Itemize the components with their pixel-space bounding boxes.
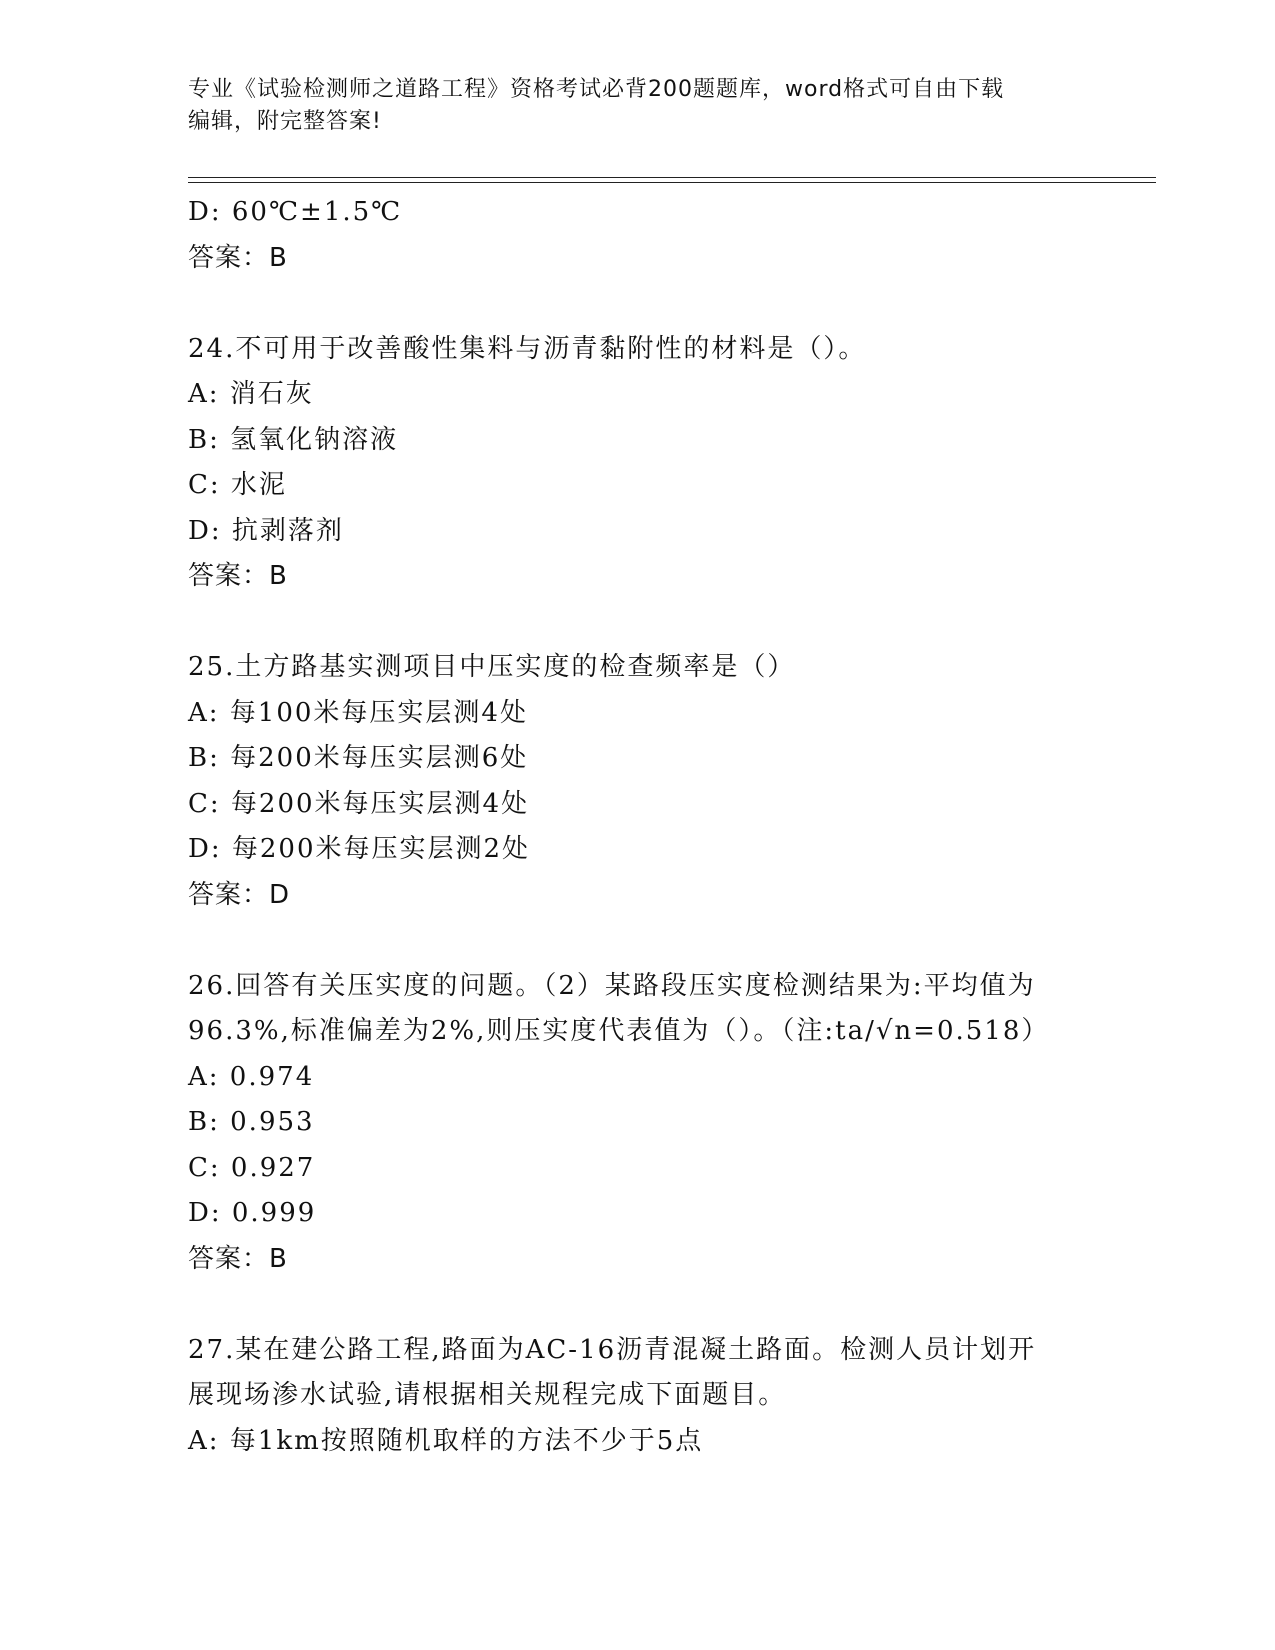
option-a: A: 每100米每压实层测4处 (188, 697, 528, 728)
question-26 (188, 964, 1088, 1283)
document-body (188, 190, 1088, 1464)
question-stem: 24.不可用于改善酸性集料与沥青黏附性的材料是（）。 (188, 333, 867, 364)
question-stem-line-2: 96.3%,标准偏差为2%,则压实度代表值为（）。（注:ta/√n=0.518） (188, 1016, 1050, 1046)
option-b: B: 氢氧化钠溶液 (188, 424, 399, 455)
option-c: C: 0.927 (188, 1152, 316, 1183)
question-stem-line-1: 27.某在建公路工程,路面为AC-16沥青混凝土路面。检测人员计划开 (188, 1334, 1037, 1365)
document-header (188, 74, 1068, 138)
answer: 答案：B (188, 1243, 288, 1274)
option-b: B: 0.953 (188, 1107, 315, 1137)
option-d: D: 0.999 (188, 1198, 317, 1228)
question-stem-line-2: 展现场渗水试验,请根据相关规程完成下面题目。 (188, 1380, 787, 1410)
header-line-1: 专业《试验检测师之道路工程》资格考试必背200题题库，word格式可自由下载 (188, 77, 1005, 102)
question-24 (188, 327, 1088, 600)
option-b: B: 每200米每压实层测6处 (188, 743, 529, 773)
question-stem-line-1: 26.回答有关压实度的问题。（2）某路段压实度检测结果为:平均值为 (188, 970, 1036, 1001)
option-d: D: 每200米每压实层测2处 (188, 834, 531, 864)
option-c: C: 水泥 (188, 470, 287, 500)
question-stem: 25.土方路基实测项目中压实度的检查频率是（） (188, 652, 796, 682)
option-a: A: 消石灰 (188, 379, 314, 409)
option-a: A: 0.974 (188, 1061, 315, 1092)
prev-answer: 答案：B (188, 242, 288, 273)
question-27 (188, 1328, 1088, 1465)
answer: 答案：D (188, 879, 291, 910)
prev-option-d: D: 60℃±1.5℃ (188, 197, 403, 227)
header-rule-bottom (188, 182, 1156, 183)
option-a: A: 每1km按照随机取样的方法不少于5点 (188, 1425, 704, 1456)
option-d: D: 抗剥落剂 (188, 515, 344, 546)
option-c: C: 每200米每压实层测4处 (188, 788, 530, 819)
question-25 (188, 645, 1088, 918)
answer: 答案：B (188, 561, 288, 591)
header-rule-top (188, 177, 1156, 178)
header-line-2: 编辑，附完整答案! (188, 109, 382, 134)
